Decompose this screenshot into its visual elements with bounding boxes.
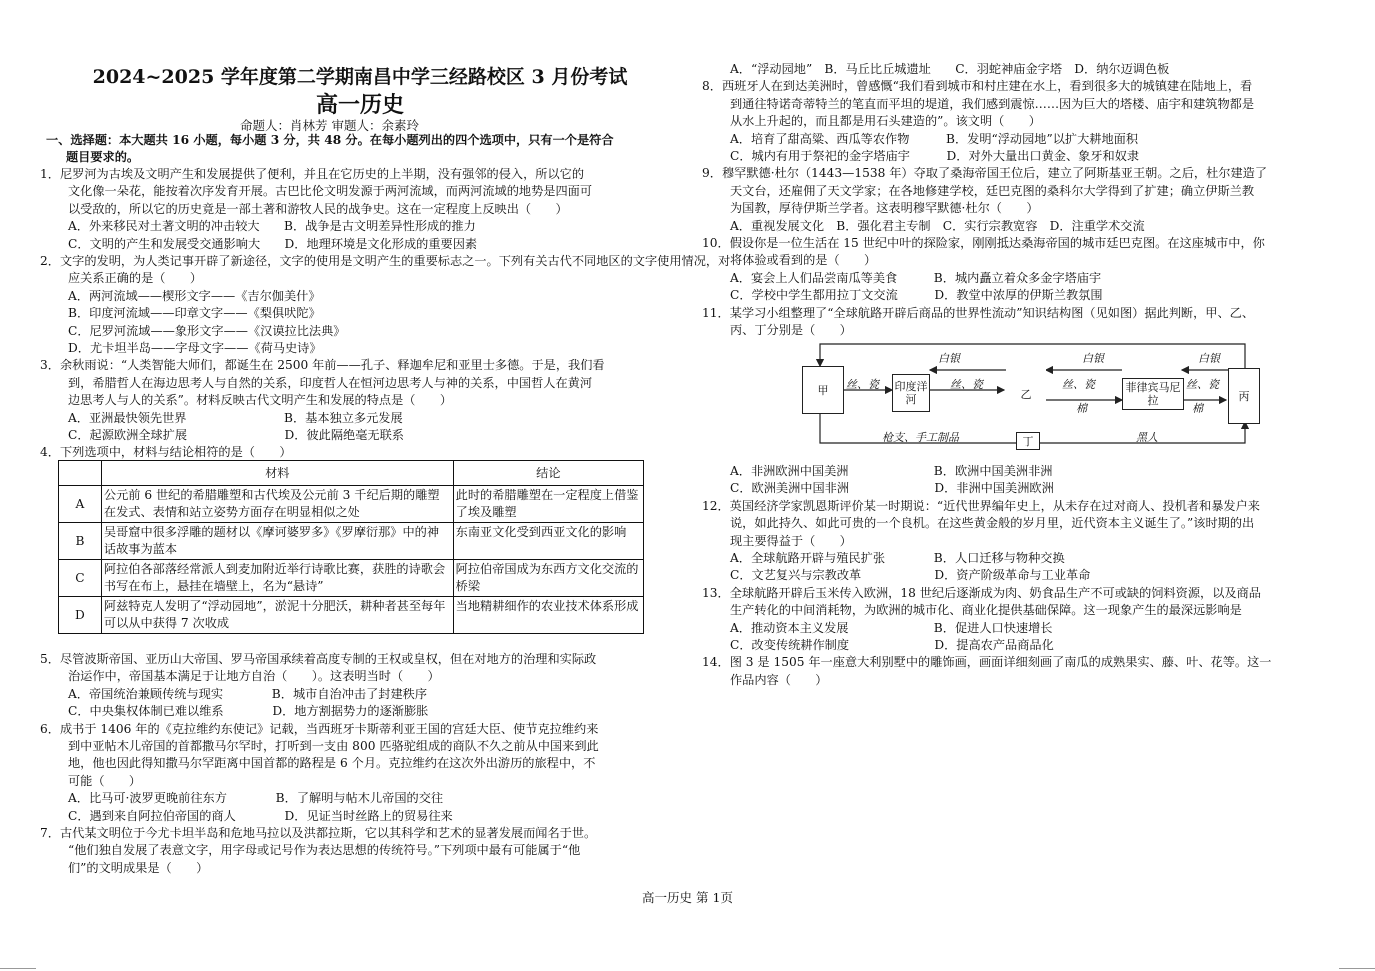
question-line: 到通往特诺奇蒂特兰的笔直而平坦的堤道，我们感到震惊……因为巨大的塔楼、庙宇和建筑物都是 bbox=[730, 96, 1255, 111]
question-line: 1．尼罗河为古埃及文明产生和发展提供了便利，并且在它历史的上半期，没有强邻的侵入，所以它的 bbox=[40, 167, 585, 181]
section-heading: 一、选择题：本大题共 16 小题，每小题 3 分，共 48 分。在每小题列出的四个选项中，只有一个是符合 bbox=[46, 133, 614, 147]
table-row bbox=[59, 597, 644, 634]
question-line: 8．西班牙人在到达美洲时，曾感慨“我们看到城市和村庄建在水上，看到很多大的城镇建在陆地上，看 bbox=[702, 79, 1253, 94]
question-line: A．培育了甜高粱、西瓜等农作物 B．发明“浮动园地”以扩大耕地面积 bbox=[730, 131, 1139, 146]
label-guns: 枪支、手工制品 bbox=[882, 431, 959, 444]
question-line: 文化像一朵花，能按着次序发育开展。古巴比伦文明发源于两河流域，而两河流域的地势是四面可 bbox=[68, 184, 593, 199]
table-row-material: 阿兹特克人发明了“浮动园地”，淤泥十分肥沃，耕种者甚至每年可以从中获得 7 次收成 bbox=[101, 597, 453, 634]
question-line: 应关系正确的是（ ） bbox=[68, 271, 203, 286]
question-line: 10．假设你是一位生活在 15 世纪中叶的探险家，刚刚抵达桑海帝国的城市廷巴克图。在这座城市中，你 bbox=[702, 236, 1265, 250]
table-header-material: 材料 bbox=[101, 461, 453, 486]
exam-title: 2024~2025 学年度第二学期南昌中学三经路校区 3 月份考试 bbox=[92, 66, 628, 88]
question-line: C．欧洲美洲中国非洲 D．非洲中国美洲欧洲 bbox=[730, 481, 1054, 496]
table-row-key: C bbox=[59, 560, 102, 597]
label-silk-2: 丝、瓷 bbox=[950, 378, 983, 391]
subject-title: 高一历史 bbox=[315, 92, 404, 118]
question-line: 以受敌的，所以它的历史竟是一部土著和游牧人民的战争史。这在一定程度上反映出（ ） bbox=[68, 201, 568, 216]
table-row-conclusion: 东南亚文化受到西亚文化的影响 bbox=[453, 523, 643, 560]
label-cotton-1: 棉 bbox=[1076, 402, 1087, 415]
question-line: 说，如此持久、如此可贵的一个良机。在这些黄金般的岁月里，近代资本主义诞生了。”该时期的出 bbox=[730, 516, 1255, 531]
question-line: C．起源欧洲全球扩展 D．彼此隔绝毫无联系 bbox=[68, 428, 404, 442]
table-row bbox=[59, 560, 644, 597]
table-header-conclusion: 结论 bbox=[453, 461, 643, 486]
question-line: 11．某学习小组整理了“全球航路开辟后商品的世界性流动”知识结构图（见如图）据此判断，甲、乙、 bbox=[702, 305, 1255, 320]
question-line: 地，他也因此得知撒马尔罕距离中国首都的路程是 6 个月。克拉维约在这次外出游历的旅程中，不 bbox=[68, 756, 596, 771]
node-bing: 丙 bbox=[1228, 368, 1260, 424]
authors-line: 命题人：肖林芳 审题人：余素玲 bbox=[240, 118, 419, 133]
table-row-conclusion: 阿拉伯帝国成为东西方文化交流的桥梁 bbox=[453, 560, 643, 597]
question-line: 治运作中，帝国基本满足于让地方自治（ ）。这表明当时（ ） bbox=[68, 669, 440, 684]
question-line: 可能（ ） bbox=[68, 773, 142, 788]
question-line: 5．尽管波斯帝国、亚历山大帝国、罗马帝国承续着高度专制的王权或皇权，但在对地方的治理和实际政 bbox=[40, 652, 597, 666]
question-line: A．亚洲最快领先世界 B．基本独立多元发展 bbox=[68, 410, 403, 425]
corner-mark-right bbox=[1339, 968, 1375, 969]
table-row-key: B bbox=[59, 523, 102, 560]
label-silver-2: 白银 bbox=[1082, 352, 1104, 365]
label-silk-1: 丝、瓷 bbox=[846, 378, 879, 391]
page-footer: 高一历史 第 1页 bbox=[642, 890, 733, 905]
label-slaves: 黑人 bbox=[1136, 431, 1158, 444]
question-line: A．非洲欧洲中国美洲 B．欧洲中国美洲非洲 bbox=[730, 464, 1053, 478]
question-line: C．中央集权体制已难以维系 D．地方割据势力的逐渐膨胀 bbox=[68, 704, 429, 719]
question-line: 4．下列选项中，材料与结论相符的是（ ） bbox=[40, 445, 292, 460]
question-line: 6．成书于 1406 年的《克拉维约东使记》记载，当西班牙卡斯蒂利亚王国的宫廷大臣、使节克拉维约来 bbox=[40, 721, 599, 736]
question-line: A．宴会上人们品尝南瓜等美食 B．城内矗立着众多金字塔庙宇 bbox=[730, 270, 1102, 285]
question-line: 边思考人与人的关系”。材料反映古代文明产生和发展的特点是（ ） bbox=[68, 393, 453, 408]
table-row-key: A bbox=[59, 486, 102, 523]
node-india: 印度洋河 bbox=[892, 374, 930, 412]
question-line: 14．图 3 是 1505 年一座意大利别墅中的雕饰画，画面详细刻画了南瓜的成熟果实、藤、叶、花等。这一 bbox=[702, 655, 1272, 670]
label-silver-3: 白银 bbox=[1198, 352, 1220, 365]
question-line: C．文明的产生和发展受交通影响大 D．地理环境是文化形成的重要因素 bbox=[68, 236, 478, 251]
corner-mark-left bbox=[0, 968, 36, 969]
question-line: A．“浮动园地” B．马丘比丘城遗址 C．羽蛇神庙金字塔 D．纳尔迈调色板 bbox=[730, 62, 1170, 76]
question-line: 9．穆罕默德·杜尔（1443—1538 年）夺取了桑海帝国王位后，建立了阿斯基亚王朝。之后，杜尔建造了 bbox=[702, 166, 1268, 181]
label-silver-1: 白银 bbox=[938, 352, 960, 365]
question-line: C．城内有用于祭祀的金字塔庙宇 D．对外大量出口黄金、象牙和奴隶 bbox=[730, 149, 1140, 163]
table-row-material: 阿拉伯各部落经常派人到麦加附近举行诗歌比赛，获胜的诗歌会书写在布上，悬挂在墙壁上，名为“悬诗” bbox=[101, 560, 453, 597]
node-manila: 菲律宾马尼拉 bbox=[1122, 378, 1184, 410]
node-jia: 甲 bbox=[802, 366, 844, 414]
question-line: 2．文字的发明，为人类记事开辟了新途径，文字的使用是文明产生的重要标志之一。下列有关古代不同地区的文字使用情况，对 bbox=[40, 254, 731, 268]
table-row-conclusion: 此时的希腊雕塑在一定程度上借鉴了埃及雕塑 bbox=[453, 486, 643, 523]
node-ding: 丁 bbox=[1016, 432, 1040, 450]
table-row bbox=[59, 523, 644, 560]
question-line: A．全球航路开辟与殖民扩张 B．人口迁移与物种交换 bbox=[730, 551, 1065, 565]
node-yi: 乙 bbox=[1006, 364, 1046, 424]
question-line: 从水上升起的，而且都是用石头建造的”。该文明（ ） bbox=[730, 114, 1041, 129]
question-line: A．比马可·波罗更晚前往东方 B．了解明与帖木儿帝国的交往 bbox=[68, 791, 444, 806]
question-line: A．两河流域——楔形文字——《吉尔伽美什》 bbox=[68, 288, 321, 303]
question-line: C．遇到来自阿拉伯帝国的商人 D．见证当时丝路上的贸易往来 bbox=[68, 808, 453, 823]
question-line: B．印度河流域——印章文字——《梨俱吠陀》 bbox=[68, 306, 321, 321]
question-line: 12．英国经济学家凯恩斯评价某一时期说：“近代世界编年史上，从未存在过对商人、投机者和暴发户来 bbox=[702, 498, 1260, 513]
question-line: 现主要得益于（ ） bbox=[730, 533, 852, 548]
table-corner bbox=[59, 461, 102, 486]
question-line: C．改变传统耕作制度 D．提高农产品商品化 bbox=[730, 638, 1054, 652]
question-line: “他们独自发展了表意文字，用字母或记号作为表达思想的传统符号。”下列项中最有可能属于“他 bbox=[68, 843, 581, 858]
question-line: A．推动资本主义发展 B．促进人口快速增长 bbox=[730, 620, 1053, 635]
question-line: 们”的文明成果是（ ） bbox=[68, 860, 209, 875]
label-silk-3: 丝、瓷 bbox=[1062, 378, 1095, 391]
label-silk-4: 丝、瓷 bbox=[1186, 378, 1219, 391]
table-row-key: D bbox=[59, 597, 102, 634]
question-line: 作品内容（ ） bbox=[730, 672, 828, 687]
question-line: 到，希腊哲人在海边思考人与自然的关系，印度哲人在恒河边思考人与神的关系，中国哲人在黄河 bbox=[68, 375, 593, 390]
question-line: C．尼罗河流域——象形文字——《汉谟拉比法典》 bbox=[68, 323, 346, 338]
question-line: A．重视发展文化 B．强化君主专制 C．实行宗教宽容 D．注重学术交流 bbox=[730, 218, 1145, 233]
question-line: 将体验或看到的是（ ） bbox=[730, 253, 877, 268]
question-line: 到中亚帖木儿帝国的首都撒马尔罕时，打听到一支由 800 匹骆驼组成的商队不久之前从中国来到此 bbox=[68, 739, 599, 753]
question-line: 丙、丁分别是（ ） bbox=[730, 323, 852, 337]
question-line: 3．余秋雨说：“人类智能大师们，都诞生在 2500 年前——孔子、释迦牟尼和亚里士多德。于是，我们看 bbox=[40, 358, 605, 373]
label-cotton-2: 棉 bbox=[1192, 402, 1203, 415]
question-line: 13．全球航路开辟后玉米传入欧洲，18 世纪后逐渐成为肉、奶食品生产不可或缺的饲料资源，以及商品 bbox=[702, 585, 1261, 600]
question-line: C．学校中学生都用拉丁文交流 D．教堂中浓厚的伊斯兰教氛围 bbox=[730, 288, 1103, 303]
question-line: 7．古代某文明位于今尤卡坦半岛和危地马拉以及洪都拉斯，它以其科学和艺术的显著发展而闻名于世。 bbox=[40, 826, 597, 840]
question-line: 为国教，厚待伊斯兰学者。这表明穆罕默德·杜尔（ ） bbox=[730, 201, 1039, 216]
question-line: A．外来移民对土著文明的冲击较大 B．战争是古文明差异性形成的推力 bbox=[68, 219, 476, 234]
q4-table bbox=[58, 460, 644, 634]
table-row-material: 吴哥窟中很多浮雕的题材以《摩诃婆罗多》《罗摩衍那》中的神话故事为蓝本 bbox=[101, 523, 453, 560]
trade-flow-diagram bbox=[800, 340, 1260, 450]
table-row-conclusion: 当地精耕细作的农业技术体系形成 bbox=[453, 597, 643, 634]
question-line: C．文艺复兴与宗教改革 D．资产阶级革命与工业革命 bbox=[730, 568, 1091, 583]
question-line: 生产转化的中间消耗物，为欧洲的城市化、商业化提供基础保障。这一现象产生的最深远影响是 bbox=[730, 603, 1242, 618]
question-line: A．帝国统治兼顾传统与现实 B．城市自治冲击了封建秩序 bbox=[68, 686, 428, 701]
table-row bbox=[59, 486, 644, 523]
table-row-material: 公元前 6 世纪的希腊雕塑和古代埃及公元前 3 千纪后期的雕塑在发式、表情和站立姿势方面存在明显相似之处 bbox=[101, 486, 453, 523]
question-line: 天文台，还雇佣了天文学家；在各地修建学校，廷巴克图的桑科尔大学得到了扩建；确立伊斯兰教 bbox=[730, 183, 1255, 198]
question-line: D．尤卡坦半岛——字母文字——《荷马史诗》 bbox=[68, 341, 322, 355]
section-heading-cont: 题目要求的。 bbox=[66, 150, 140, 164]
